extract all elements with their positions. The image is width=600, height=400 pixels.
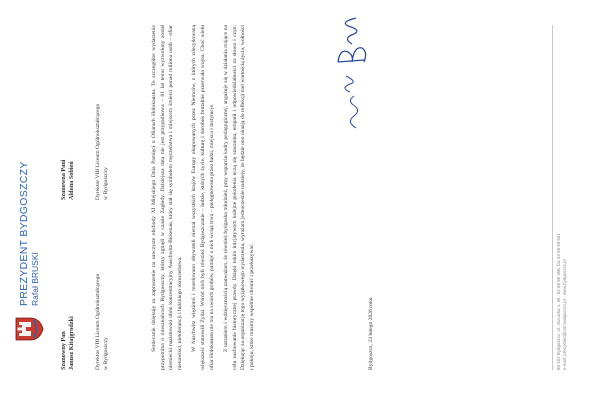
recipient-right [60,30,110,200]
recipient-left-salutation: Szanowny Pan [60,331,67,370]
body-paragraph-3: Z uznaniem i wdzięcznością zauważam, że również bydgoska młodzież, przy wsparciu kadry pedagogicznej, angażuje się w działania mające na celu zachowanie historycznej prawdy. Dzięki takim inicjatywom kolejne pokolenia uczą się szacunku, empatii i odpowiedzialności za słowo i czyn. Dziękując za organizację tego wyjątkowego wydarzenia, wyrażam jednocześnie nadzieję, że będzie ono okazją do refleksji nad wartością życia, wolności i pokoju, które musimy wspólnie chronić i przekazywać. [223,25,255,370]
bydgoszcz-coat-of-arms-icon [14,316,44,342]
recipient-right-org-line2: w Bydgoszczy [103,167,109,200]
body-paragraph-1: Serdecznie dziękuję za zaproszenie na uroczyste obchody XI Miejskiego Dnia Pamięci o Ofiarach Holokaustu. To szczególne wydarzenie przypomina o mieszkańcach Bydgoszczy, którzy zginęli w czasie Zagłady. Dzisiejsza data nie jest przypadkowa – 81 lat temu wyzwolony został niemiecki nazistowski obóz koncentracyjny Auschwitz-Birkenau, który stał się symbolem męczeństwa i miejscem śmierci ponad miliona osób – ofiar nienawiści, nietolerancji i ludzkiego okrucieństwa. [151,25,183,370]
recipient-right-name: Aldona Sobień [68,161,75,200]
footer-address: 85-102 Bydgoszcz, ul. Jezuicka 1, tel.: 52 58 58 358, fax 52 58 59 501 [556,233,561,370]
letter-footer [552,25,568,370]
letter-body [150,25,263,370]
recipient-left-org-line2: w Bydgoszczy [103,337,109,370]
body-paragraph-2: W Auschwitz więzionó i mordowano obywateli niemal wszystkich krajów Europy okupowanych przez Niemców, z których zdecydowaną większość stanowili Żydzi. Wśród nich byli również Bydgoszczanie – ludzie, których życie, kulturę i dorobek brutalnie przerwała wojna. Choć wielu ofiar Holokaustu nie ma na swoich grobów, pamięć o nich wciąż trwa – pielęgnowana przez ludzi, miejsca i instytucje. [191,25,215,370]
recipient-left-org-line1: Dyrektor VIII Liceum Ogólnokształcącego [95,273,101,370]
recipient-left-name: Janusz Kitajgrodzki [68,316,75,370]
recipient-right-salutation: Szanowna Pani [60,159,67,200]
closing-date: Bydgoszcz, 23 lutego 2026 roku [368,297,374,370]
footer-contact: e-mail: prezydent@um.bydgoszcz.pl · www.bydgoszcz.pl [562,259,567,370]
handwritten-signature-icon [332,12,372,132]
letterhead-name: Rafał BRUSKI [29,252,40,306]
letterhead [14,122,44,342]
recipient-right-org-line1: Dyrektor VIII Liceum Ogólnokształcącego [95,103,101,200]
letterhead-title: PREZYDENT BYDGOSZCZY [17,161,30,306]
recipient-left [60,210,110,370]
